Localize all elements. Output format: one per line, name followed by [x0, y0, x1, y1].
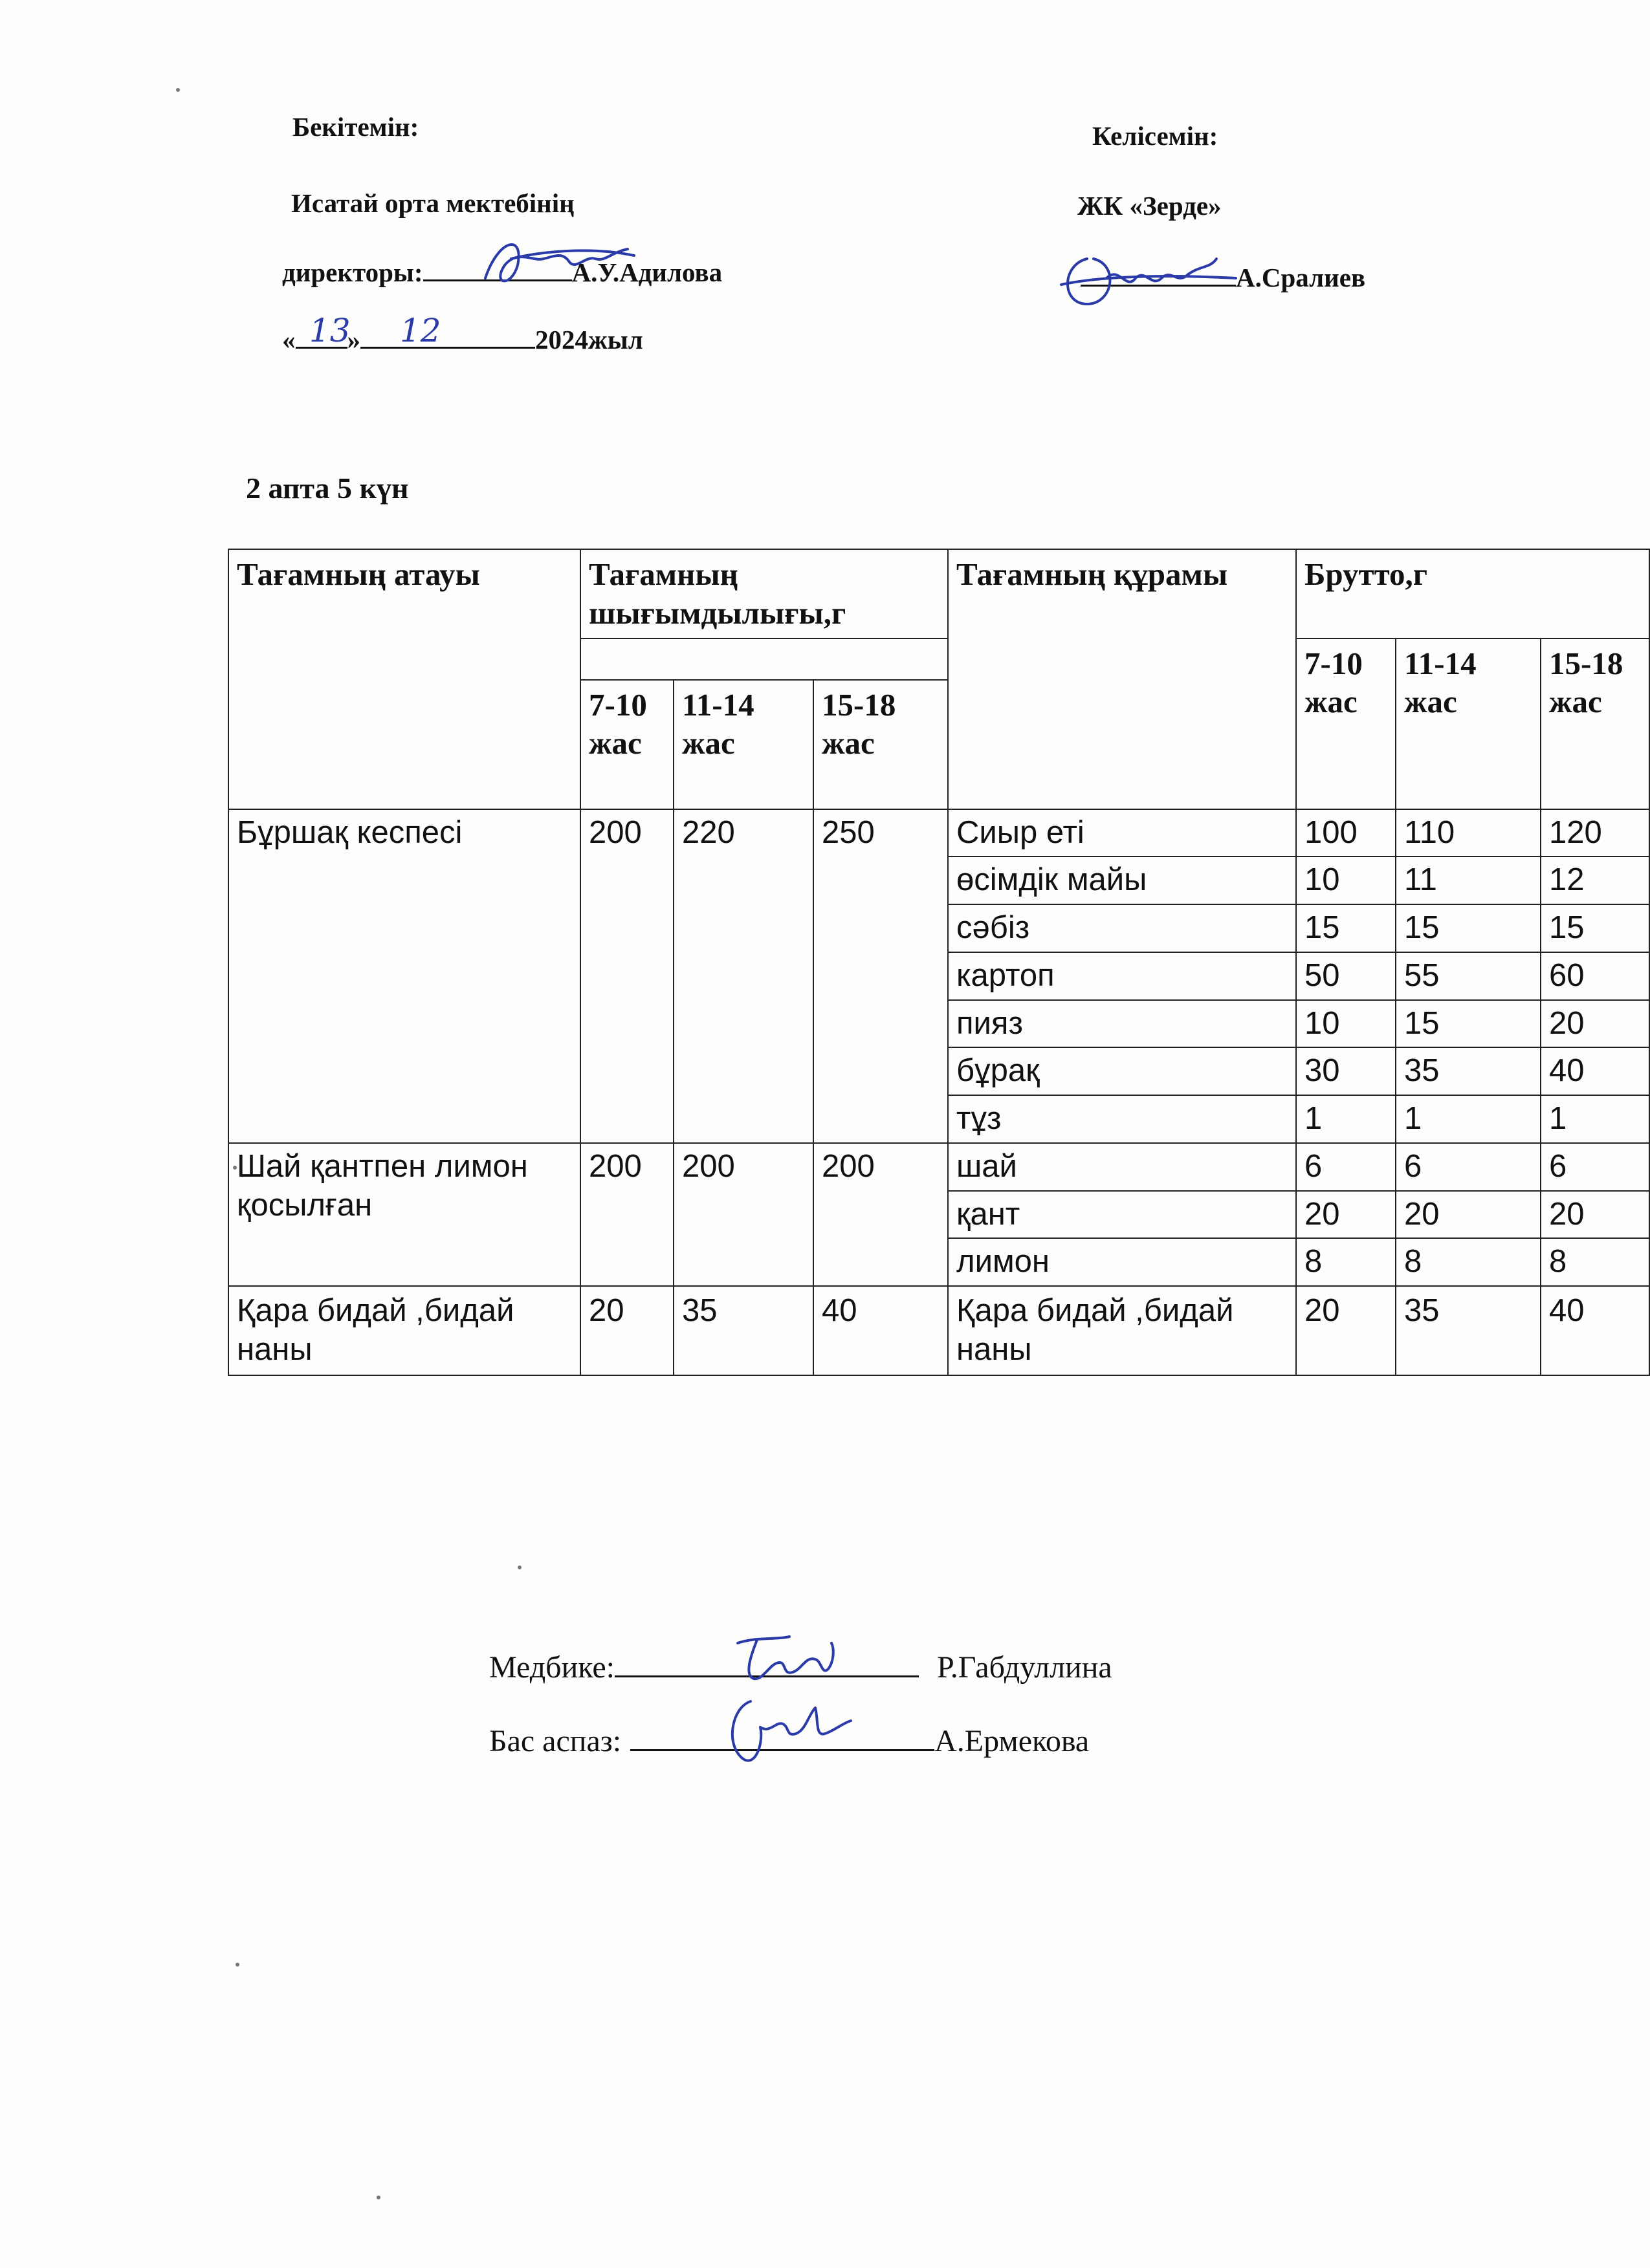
brutto-value: 1: [1396, 1095, 1541, 1143]
ingredient-name: қант: [948, 1191, 1296, 1239]
date-close-quote: »: [347, 325, 360, 354]
date-year: 2024жыл: [535, 325, 643, 354]
ingredient-name: тұз: [948, 1095, 1296, 1143]
ingredient-name: пияз: [948, 1000, 1296, 1048]
brutto-value: 40: [1541, 1047, 1649, 1095]
approve-heading: Бекітемін:: [292, 112, 419, 142]
table-row: [228, 1143, 1649, 1191]
brutto-value: 15: [1296, 904, 1396, 952]
brutto-value: 15: [1396, 904, 1541, 952]
dish-yield: 200: [580, 809, 674, 1143]
cook-signature: [712, 1688, 861, 1772]
brutto-value: 20: [1296, 1191, 1396, 1239]
scan-speck: [377, 2196, 380, 2199]
scan-speck: [176, 88, 180, 92]
ingredient-name: сәбіз: [948, 904, 1296, 952]
brutto-value: 35: [1396, 1047, 1541, 1095]
brutto-value: 6: [1541, 1143, 1649, 1191]
dish-yield: 250: [813, 809, 948, 1143]
brutto-value: 50: [1296, 952, 1396, 1000]
dish-yield: 200: [580, 1143, 674, 1286]
scan-speck: [518, 1565, 522, 1569]
header-yield: Тағамның шығымдылығы,г: [580, 549, 948, 638]
brutto-value: 40: [1541, 1286, 1649, 1375]
brutto-value: 20: [1396, 1191, 1541, 1239]
director-signature: [472, 226, 641, 298]
menu-day-title: 2 апта 5 күн: [246, 472, 409, 505]
brutto-value: 15: [1541, 904, 1649, 952]
agree-name: А.Сралиев: [1236, 263, 1366, 292]
brutto-value: 11: [1396, 856, 1541, 904]
brutto-value: 10: [1296, 856, 1396, 904]
brutto-value: 110: [1396, 809, 1541, 857]
agree-heading: Келісемін:: [1092, 121, 1218, 151]
ingredient-name: өсімдік майы: [948, 856, 1296, 904]
dish-name: Қара бидай ,бидай наны: [228, 1286, 580, 1375]
brutto-value: 30: [1296, 1047, 1396, 1095]
header-dish-name: Тағамның атауы: [228, 549, 580, 809]
brutto-value: 20: [1296, 1286, 1396, 1375]
header-brutto-age1: 7-10 жас: [1296, 638, 1396, 809]
ingredient-name: картоп: [948, 952, 1296, 1000]
header-yield-spacer: [580, 638, 948, 680]
agree-org: ЖК «Зерде»: [1077, 191, 1222, 221]
nurse-signature: [725, 1630, 841, 1688]
cook-label: Бас аспаз:: [489, 1724, 622, 1758]
table-row: [228, 1286, 1649, 1375]
date-day-handwritten: 13: [309, 312, 351, 349]
dish-yield: 40: [813, 1286, 948, 1375]
date-month-blank: [360, 322, 535, 349]
menu-table: [228, 549, 1650, 1376]
brutto-value: 10: [1296, 1000, 1396, 1048]
approve-role: директоры:: [282, 257, 423, 287]
brutto-value: 8: [1396, 1238, 1541, 1286]
dish-yield: 220: [674, 809, 813, 1143]
date-month-handwritten: 12: [400, 312, 441, 349]
dish-yield: 200: [674, 1143, 813, 1286]
header-brutto-age3: 15-18 жас: [1541, 638, 1649, 809]
dish-yield: 35: [674, 1286, 813, 1375]
brutto-value: 35: [1396, 1286, 1541, 1375]
date-open-quote: «: [282, 325, 296, 354]
nurse-name: Р.Габдуллина: [937, 1650, 1112, 1685]
ingredient-name: лимон: [948, 1238, 1296, 1286]
header-yield-age2: 11-14 жас: [674, 680, 813, 809]
dish-name: Бұршақ кеспесі: [228, 809, 580, 1143]
brutto-value: 20: [1541, 1000, 1649, 1048]
brutto-value: 15: [1396, 1000, 1541, 1048]
ingredient-name: шай: [948, 1143, 1296, 1191]
header-yield-age3: 15-18 жас: [813, 680, 948, 809]
header-composition: Тағамның құрамы: [948, 549, 1296, 809]
brutto-value: 100: [1296, 809, 1396, 857]
brutto-value: 12: [1541, 856, 1649, 904]
ingredient-name: Сиыр еті: [948, 809, 1296, 857]
brutto-value: 8: [1541, 1238, 1649, 1286]
dish-yield: 200: [813, 1143, 948, 1286]
brutto-value: 60: [1541, 952, 1649, 1000]
dish-name: Шай қантпен лимон қосылған: [228, 1143, 580, 1286]
brutto-value: 8: [1296, 1238, 1396, 1286]
scan-speck: [233, 1166, 237, 1170]
brutto-value: 20: [1541, 1191, 1649, 1239]
approve-org: Исатай орта мектебінің: [291, 188, 575, 218]
brutto-value: 55: [1396, 952, 1541, 1000]
dish-yield: 20: [580, 1286, 674, 1375]
header-brutto: Брутто,г: [1296, 549, 1649, 638]
ingredient-name: бұрақ: [948, 1047, 1296, 1095]
approve-name: А.У.Адилова: [571, 257, 723, 287]
scan-speck: [236, 1963, 239, 1967]
nurse-label: Медбике:: [489, 1650, 615, 1685]
header-brutto-age2: 11-14 жас: [1396, 638, 1541, 809]
agree-signature: [1048, 239, 1242, 323]
table-row: [228, 809, 1649, 857]
cook-name: А.Ермекова: [934, 1724, 1090, 1758]
brutto-value: 6: [1296, 1143, 1396, 1191]
brutto-value: 1: [1541, 1095, 1649, 1143]
brutto-value: 120: [1541, 809, 1649, 857]
ingredient-name: Қара бидай ,бидай наны: [948, 1286, 1296, 1375]
brutto-value: 6: [1396, 1143, 1541, 1191]
brutto-value: 1: [1296, 1095, 1396, 1143]
header-yield-age1: 7-10 жас: [580, 680, 674, 809]
